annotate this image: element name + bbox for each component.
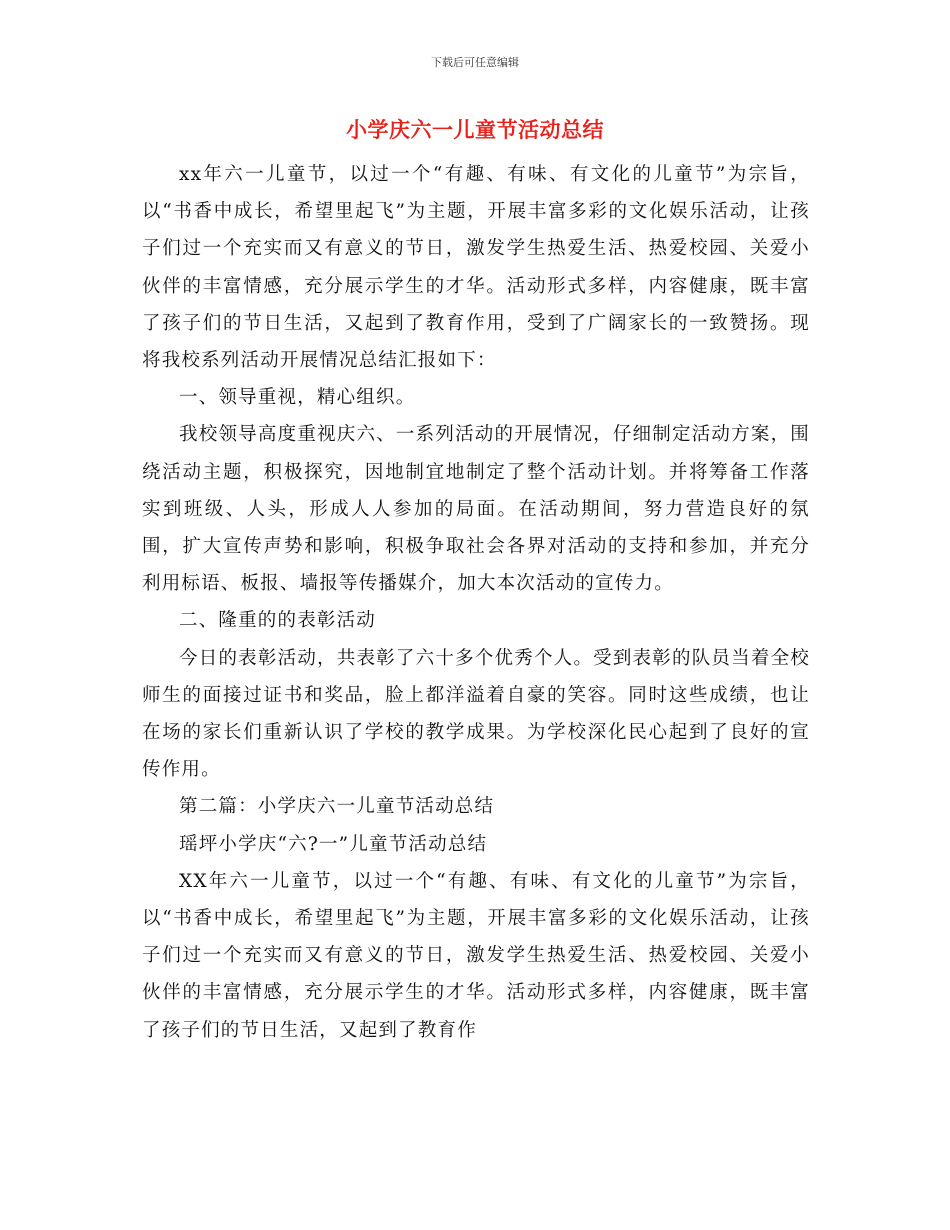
document-title: 小学庆六一儿童节活动总结 (346, 118, 604, 142)
download-note: 下载后可任意编辑 (431, 56, 519, 69)
paragraph-intro: xx年六一儿童节，以过一个“有趣、有味、有文化的儿童节”为宗旨，以“书香中成长，希望里起飞”为主题，开展丰富多彩的文化娱乐活动，让孩子们过一个充实而又有意义的节日，激发学生热爱生活、热爱校园、关爱小伙伴的丰富情感，充分展示学生的才华。活动形式多样，内容健康，既丰富了孩子们的节日生活，又起到了教育作用，受到了广阔家长的一致赞扬。现将我校系列活动开展情况总结汇报如下： (142, 164, 810, 372)
part-two-heading: 第二篇：小学庆六一儿童节活动总结 (179, 796, 495, 818)
section-heading-awards: 二、隆重的的表彰活动 (179, 610, 377, 632)
paragraph-awards: 今日的表彰活动，共表彰了六十多个优秀个人。受到表彰的队员当着全校师生的面接过证书和奖品，脸上都洋溢着自豪的笑容。同时这些成绩，也让在场的家长们重新认识了学校的教学成果。为学校深化民心起到了良好的宣传作用。 (142, 647, 810, 781)
document-body (142, 156, 810, 1049)
paragraph-leadership: 我校领导高度重视庆六、一系列活动的开展情况，仔细制定活动方案，围绕活动主题，积极探究，因地制宜地制定了整个活动计划。并将筹备工作落实到班级、人头，形成人人参加的局面。在活动期间，努力营造良好的氛围，扩大宣传声势和影响，积极争取社会各界对活动的支持和参加，并充分利用标语、板报、墙报等传播媒介，加大本次活动的宣传力。 (142, 424, 810, 595)
section-heading-leadership: 一、领导重视，精心组织。 (179, 387, 416, 409)
paragraph-part-two-intro: XX年六一儿童节，以过一个“有趣、有味、有文化的儿童节”为宗旨，以“书香中成长，希望里起飞”为主题，开展丰富多彩的文化娱乐活动，让孩子们过一个充实而又有意义的节日，激发学生热爱生活、热爱校园、关爱小伙伴的丰富情感，充分展示学生的才华。活动形式多样，内容健康，既丰富了孩子们的节日生活，又起到了教育作 (142, 870, 810, 1041)
part-two-subtitle: 瑶坪小学庆“六?一”儿童节活动总结 (179, 833, 488, 855)
